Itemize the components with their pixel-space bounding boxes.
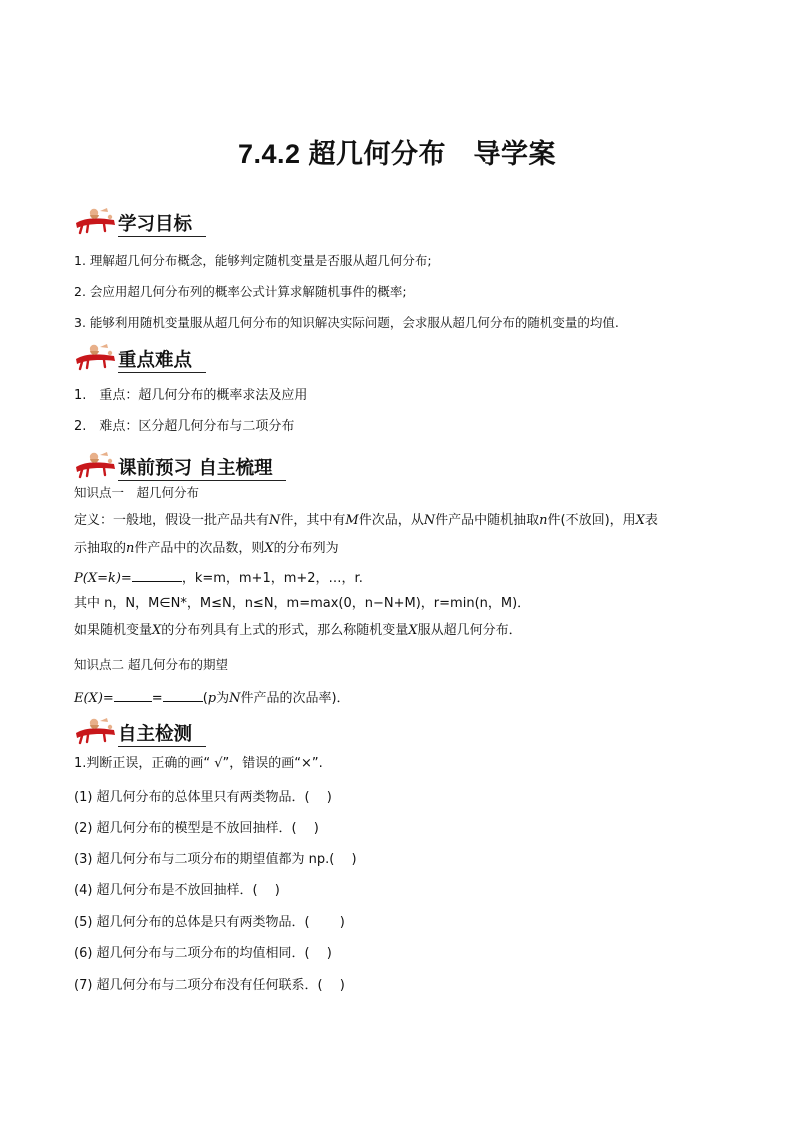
true-false-item[interactable]: (3) 超几何分布与二项分布的期望值都为 np.( ) xyxy=(74,852,357,867)
objective-item: 1. 理解超几何分布概念，能够判定随机变量是否服从超几何分布; xyxy=(74,253,432,268)
self-test-intro: 1.判断正误，正确的画“ √”，错误的画“×”. xyxy=(74,756,323,771)
true-false-item[interactable]: (2) 超几何分布的模型是不放回抽样．( ) xyxy=(74,821,319,836)
true-false-item[interactable]: (5) 超几何分布的总体是只有两类物品．( ) xyxy=(74,915,345,930)
knowledge-heading: 知识点一 超几何分布 xyxy=(74,485,200,500)
true-false-item[interactable]: (7) 超几何分布与二项分布没有任何联系．( ) xyxy=(74,978,345,993)
section-title: 自主检测 xyxy=(118,720,206,747)
true-false-item[interactable]: (4) 超几何分布是不放回抽样．( ) xyxy=(74,883,280,898)
definition-line-1: 定义：一般地，假设一批产品共有N件，其中有M件次品，从N件产品中随机抽取n件(不放回)，用X表 xyxy=(74,513,658,528)
objective-item: 3. 能够利用随机变量服从超几何分布的知识解决实际问题，会求服从超几何分布的随机变量的均值. xyxy=(74,315,619,330)
section-title: 课前预习 自主梳理 xyxy=(118,454,286,481)
answer-blank[interactable] xyxy=(163,688,203,702)
answer-blank[interactable] xyxy=(132,568,182,582)
mascot-badge-icon xyxy=(74,206,118,236)
mascot-badge-icon xyxy=(74,450,118,480)
expectation-formula: E(X)= = (p为N件产品的次品率)． xyxy=(74,688,350,707)
page-title: 7.4.2 超几何分布 导学案 xyxy=(237,139,557,169)
distribution-formula: P(X=k)= ，k=m，m+1，m+2，…，r. xyxy=(74,568,363,587)
key-point-item: 1. 重点：超几何分布的概率求法及应用 xyxy=(74,388,308,403)
objective-item: 2. 会应用超几何分布列的概率公式计算求解随机事件的概率; xyxy=(74,284,407,299)
mascot-badge-icon xyxy=(74,342,118,372)
key-point-item: 2. 难点：区分超几何分布与二项分布 xyxy=(74,419,295,434)
section-title: 学习目标 xyxy=(118,210,206,237)
parameter-conditions: 其中 n，N，M∈N*，M≤N，n≤N，m=max(0，n−N+M)，r=min(n，M)． xyxy=(74,596,531,611)
definition-conclusion: 如果随机变量X的分布列具有上式的形式，那么称随机变量X服从超几何分布． xyxy=(74,623,522,638)
answer-blank[interactable] xyxy=(114,688,152,702)
true-false-item[interactable]: (1) 超几何分布的总体里只有两类物品．( ) xyxy=(74,790,332,805)
true-false-item[interactable]: (6) 超几何分布与二项分布的均值相同．( ) xyxy=(74,946,332,961)
definition-line-2: 示抽取的n件产品中的次品数，则X的分布列为 xyxy=(74,541,339,556)
mascot-badge-icon xyxy=(74,716,118,746)
knowledge-heading: 知识点二 超几何分布的期望 xyxy=(74,657,228,672)
section-title: 重点难点 xyxy=(118,346,206,373)
